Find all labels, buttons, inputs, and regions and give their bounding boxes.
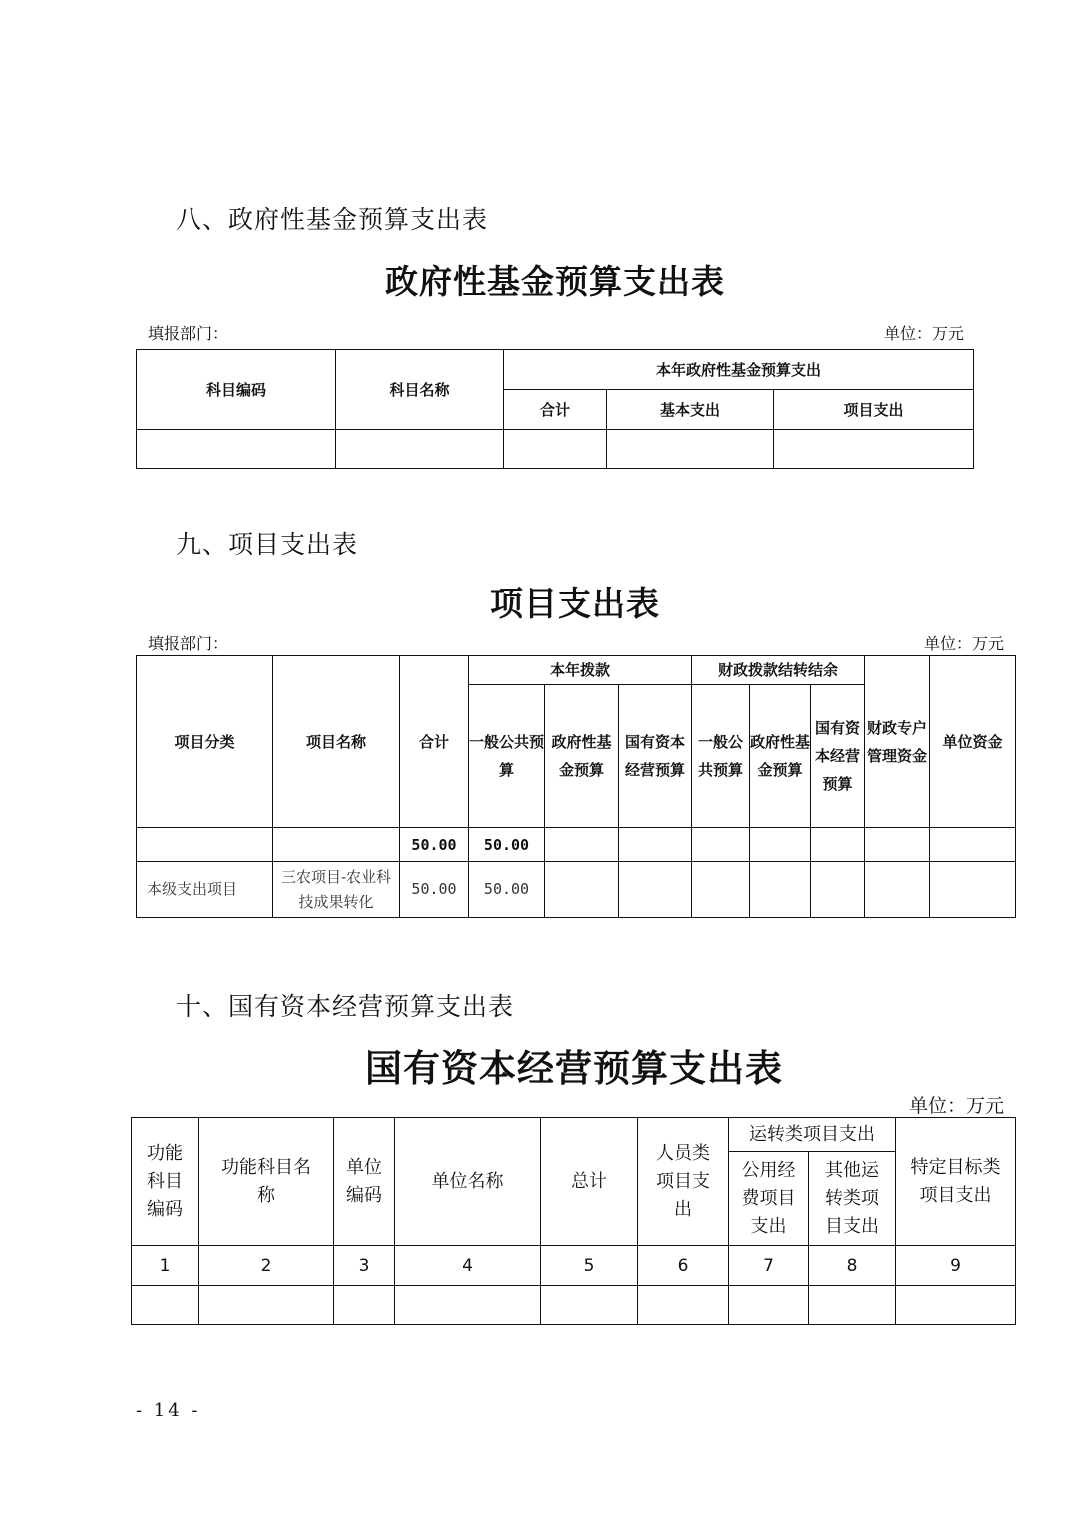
total-general-budget-cell: 50.00 bbox=[469, 828, 545, 862]
table-cell bbox=[750, 828, 811, 862]
table-cell bbox=[930, 828, 1016, 862]
section-8-table-title: 政府性基金预算支出表 bbox=[385, 262, 725, 301]
header-operations-expenditure: 运转类项目支出 bbox=[729, 1118, 896, 1152]
header-project-category: 项目分类 bbox=[137, 656, 273, 828]
column-number: 4 bbox=[395, 1246, 541, 1286]
header-government-fund-budget: 政府性基金预算 bbox=[545, 685, 619, 828]
total-amount-cell: 50.00 bbox=[400, 828, 469, 862]
header-subject-code: 科目编码 bbox=[137, 350, 336, 430]
table-cell bbox=[865, 862, 930, 918]
table-cell bbox=[692, 828, 750, 862]
header-state-capital-budget: 国有资本经营预算 bbox=[619, 685, 692, 828]
header-unit-name: 单位名称 bbox=[395, 1118, 541, 1246]
header-general-public-budget: 一般公共预算 bbox=[469, 685, 545, 828]
table-cell bbox=[692, 862, 750, 918]
header-special-account-funds: 财政专户管理资金 bbox=[865, 656, 930, 828]
table-cell bbox=[199, 1286, 334, 1325]
header-unit-code: 单位编码 bbox=[334, 1118, 395, 1246]
header-other-operations-project: 其他运转类项目支出 bbox=[809, 1152, 896, 1246]
section-9-heading: 九、项目支出表 bbox=[176, 530, 359, 559]
project-category-cell: 本级支出项目 bbox=[137, 862, 273, 918]
table-cell bbox=[809, 1286, 896, 1325]
section-10-unit-label: 单位：万元 bbox=[908, 1095, 1004, 1117]
section-8-dept-label: 填报部门： bbox=[148, 324, 229, 343]
table-cell bbox=[774, 430, 974, 469]
table-cell bbox=[334, 1286, 395, 1325]
section-8-unit-label: 单位：万元 bbox=[883, 324, 964, 343]
table-cell bbox=[930, 862, 1016, 918]
header-unit-funds: 单位资金 bbox=[930, 656, 1016, 828]
section-9-dept-label: 填报部门： bbox=[148, 634, 229, 653]
header-total: 合计 bbox=[400, 656, 469, 828]
column-number: 1 bbox=[132, 1246, 199, 1286]
project-name-cell: 三农项目-农业科技成果转化 bbox=[273, 862, 400, 918]
table-cell bbox=[811, 828, 865, 862]
header-carry-state-capital-budget: 国有资本经营预算 bbox=[811, 685, 865, 828]
table-cell bbox=[273, 828, 400, 862]
column-number: 9 bbox=[896, 1246, 1016, 1286]
table-cell bbox=[865, 828, 930, 862]
header-function-code: 功能科目编码 bbox=[132, 1118, 199, 1246]
table-cell bbox=[729, 1286, 809, 1325]
table-cell bbox=[607, 430, 774, 469]
header-special-target-expenditure: 特定目标类项目支出 bbox=[896, 1118, 1016, 1246]
project-general-budget-cell: 50.00 bbox=[469, 862, 545, 918]
header-function-name: 功能科目名称 bbox=[199, 1118, 334, 1246]
table-cell bbox=[545, 862, 619, 918]
column-number: 3 bbox=[334, 1246, 395, 1286]
section-10-table-title: 国有资本经营预算支出表 bbox=[365, 1047, 783, 1090]
section-10-heading: 十、国有资本经营预算支出表 bbox=[176, 992, 515, 1021]
section-9-unit-label: 单位：万元 bbox=[923, 634, 1004, 653]
header-grand-total: 总计 bbox=[541, 1118, 638, 1246]
table-cell bbox=[896, 1286, 1016, 1325]
header-total: 合计 bbox=[504, 390, 607, 430]
header-carry-government-fund-budget: 政府性基金预算 bbox=[750, 685, 811, 828]
table-cell bbox=[395, 1286, 541, 1325]
column-number: 8 bbox=[809, 1246, 896, 1286]
table-cell bbox=[619, 862, 692, 918]
header-carryover-balance: 财政拨款结转结余 bbox=[692, 656, 865, 685]
header-current-year-fund-expenditure: 本年政府性基金预算支出 bbox=[504, 350, 974, 390]
table-cell bbox=[619, 828, 692, 862]
column-number: 7 bbox=[729, 1246, 809, 1286]
table-cell bbox=[504, 430, 607, 469]
header-carry-general-public-budget: 一般公共预算 bbox=[692, 685, 750, 828]
table-cell bbox=[750, 862, 811, 918]
column-number: 2 bbox=[199, 1246, 334, 1286]
state-capital-operation-expenditure-table bbox=[131, 1117, 1016, 1325]
table-cell bbox=[545, 828, 619, 862]
section-8-heading: 八、政府性基金预算支出表 bbox=[176, 205, 489, 234]
section-9-table-title: 项目支出表 bbox=[490, 584, 660, 623]
column-number: 6 bbox=[638, 1246, 729, 1286]
government-fund-expenditure-table bbox=[136, 349, 974, 469]
table-cell bbox=[137, 430, 336, 469]
table-cell bbox=[541, 1286, 638, 1325]
header-personnel-expenditure: 人员类项目支出 bbox=[638, 1118, 729, 1246]
project-total-cell: 50.00 bbox=[400, 862, 469, 918]
project-expenditure-table bbox=[136, 655, 1016, 918]
header-basic-expenditure: 基本支出 bbox=[607, 390, 774, 430]
table-cell bbox=[132, 1286, 199, 1325]
page-number: - 14 - bbox=[136, 1400, 201, 1421]
header-project-expenditure: 项目支出 bbox=[774, 390, 974, 430]
column-number: 5 bbox=[541, 1246, 638, 1286]
header-project-name: 项目名称 bbox=[273, 656, 400, 828]
table-cell bbox=[811, 862, 865, 918]
table-cell bbox=[137, 828, 273, 862]
header-subject-name: 科目名称 bbox=[336, 350, 504, 430]
header-public-expense-project: 公用经费项目支出 bbox=[729, 1152, 809, 1246]
table-cell bbox=[336, 430, 504, 469]
header-current-year-allocation: 本年拨款 bbox=[469, 656, 692, 685]
table-cell bbox=[638, 1286, 729, 1325]
